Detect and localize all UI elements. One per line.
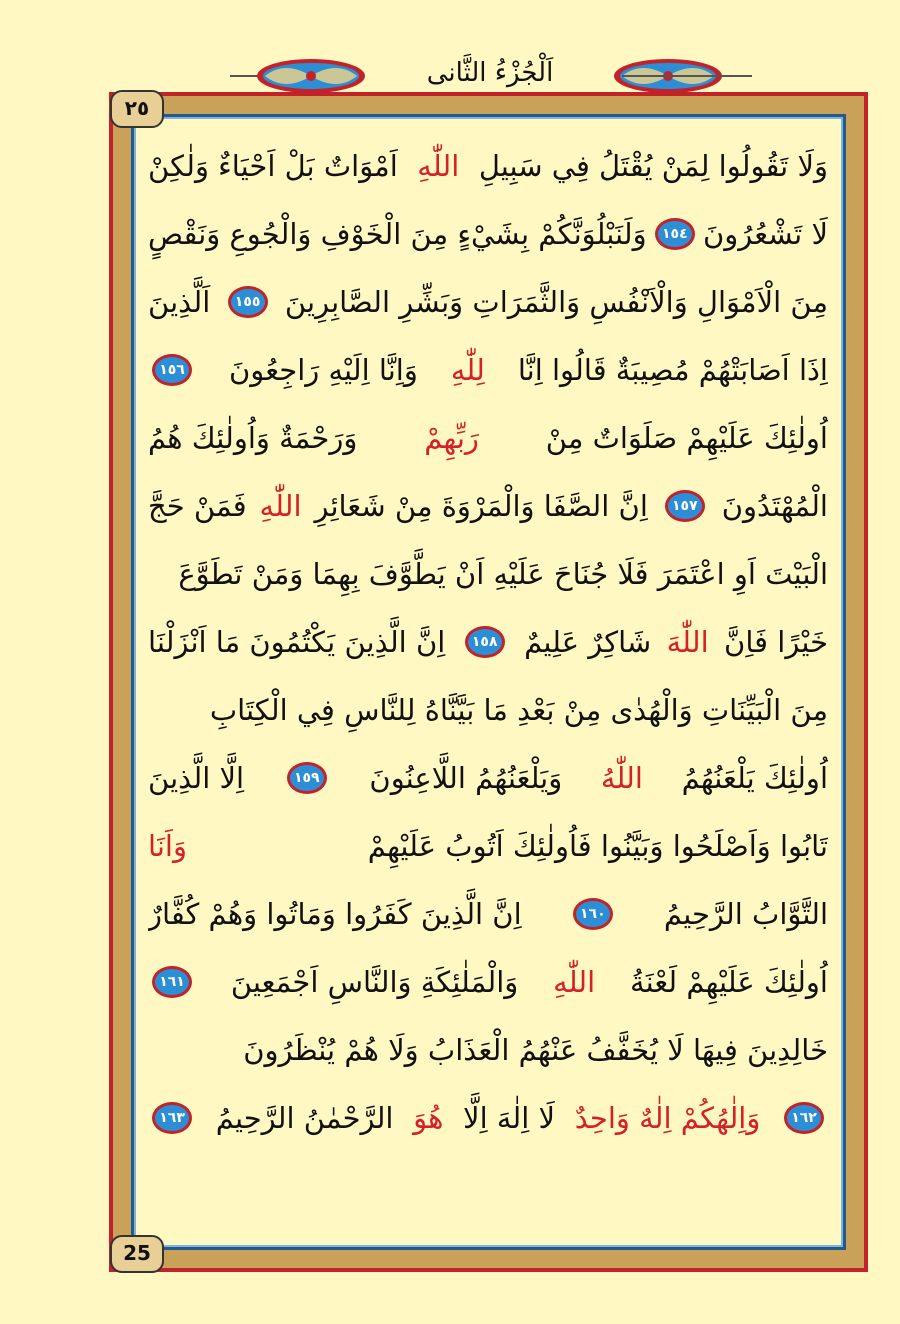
verse-text-segment: اُولٰئِكَ عَلَيْهِمْ صَلَوَاتٌ مِنْ xyxy=(545,421,828,455)
verse-text-segment: لَا تَشْعُرُونَ xyxy=(703,217,828,251)
verse-text-segment: اُولٰئِكَ يَلْعَنُهُمُ xyxy=(681,761,828,795)
verse-line xyxy=(148,404,828,472)
verse-text-segment: اِنَّ الصَّفَا وَالْمَرْوَةَ مِنْ شَعَائِرِ xyxy=(314,489,648,523)
verse-line xyxy=(148,132,828,200)
verse-line xyxy=(148,744,828,812)
header-ornament-left-icon xyxy=(255,56,367,96)
verse-number-marker: ١٥٥ xyxy=(228,286,268,318)
verse-number-marker: ١٦٠ xyxy=(573,898,613,930)
divine-name-text: رَبِّهِمْ xyxy=(424,421,479,455)
verse-number-marker: ١٦٢ xyxy=(784,1102,824,1134)
verse-text-segment: الْبَيْتَ اَوِ اعْتَمَرَ فَلَا جُنَاحَ عَلَيْهِ اَنْ يَطَّوَّفَ بِهِمَا وَمَنْ تَطَوَّعَ xyxy=(178,557,828,591)
verse-text-segment: خَيْرًا فَاِنَّ xyxy=(724,625,828,659)
verse-text-segment: وَيَلْعَنُهُمُ اللَّاعِنُونَ xyxy=(369,761,563,795)
divine-name-text: لِلّٰهِ xyxy=(450,353,485,387)
verse-text-segment: مِنَ الْاَمْوَالِ وَالْاَنْفُسِ وَالثَّمَرَاتِ وَبَشِّرِ الصَّابِرِينَ xyxy=(284,285,828,319)
divine-name-text: اللّٰهِ xyxy=(553,965,596,999)
verse-text-segment: مِنَ الْبَيِّنَاتِ وَالْهُدٰى مِنْ بَعْدِ مَا بَيَّنَّاهُ لِلنَّاسِ فِي الْكِتَابِ xyxy=(209,693,828,727)
juz-title: اَلْجُزْءُ الثَّانى xyxy=(426,58,554,88)
verse-number-marker: ١٥٦ xyxy=(152,354,192,386)
verse-text-block xyxy=(148,132,828,1232)
divine-name-text: اللّٰهَ xyxy=(666,625,709,659)
verse-line xyxy=(148,200,828,268)
verse-line xyxy=(148,1084,828,1152)
verse-text-segment: وَلَنَبْلُوَنَّكُمْ بِشَيْءٍ مِنَ الْخَوْفِ وَالْجُوعِ وَنَقْصٍ xyxy=(148,217,647,251)
verse-text-segment: وَالْمَلٰئِكَةِ وَالنَّاسِ اَجْمَعِينَ xyxy=(230,965,519,999)
verse-number-marker: ١٥٧ xyxy=(665,490,705,522)
header-rule-right xyxy=(622,75,752,77)
verse-number-marker: ١٥٩ xyxy=(287,762,327,794)
divine-name-text: وَاِلٰهُكُمْ اِلٰهٌ وَاحِدٌ xyxy=(574,1101,761,1135)
verse-text-segment: اُولٰئِكَ عَلَيْهِمْ لَعْنَةُ xyxy=(630,965,828,999)
verse-line xyxy=(148,948,828,1016)
verse-number-marker: ١٦١ xyxy=(152,966,192,998)
verse-text-segment: اِذَا اَصَابَتْهُمْ مُصِيبَةٌ قَالُوا اِنَّا xyxy=(517,353,828,387)
verse-text-segment: اَمْوَاتٌ بَلْ اَحْيَاءٌ وَلٰكِنْ xyxy=(148,149,398,183)
verse-line xyxy=(148,676,828,744)
verse-number-marker: ١٦٣ xyxy=(152,1102,192,1134)
verse-text-segment: اِنَّ الَّذِينَ يَكْتُمُونَ مَا اَنْزَلْنَا xyxy=(148,625,446,659)
divine-name-text: هُوَ xyxy=(413,1101,444,1135)
divine-name-text: اللّٰهُ xyxy=(600,761,643,795)
verse-text-segment: الْمُهْتَدُونَ xyxy=(721,489,828,523)
verse-text-segment: الرَّحْمٰنُ الرَّحِيمُ xyxy=(215,1101,394,1135)
verse-text-segment: وَاِنَّا اِلَيْهِ رَاجِعُونَ xyxy=(229,353,418,387)
page-number-top: ٢٥ xyxy=(110,90,164,128)
verse-text-segment: التَّوَّابُ الرَّحِيمُ xyxy=(663,897,828,931)
verse-line xyxy=(148,1016,828,1084)
verse-text-segment: شَاكِرٌ عَلِيمٌ xyxy=(524,625,652,659)
verse-line xyxy=(148,268,828,336)
verse-text-segment: وَرَحْمَةٌ وَاُولٰئِكَ هُمُ xyxy=(148,421,358,455)
verse-text-segment: خَالِدِينَ فِيهَا لَا يُخَفَّفُ عَنْهُمُ الْعَذَابُ وَلَا هُمْ يُنْظَرُونَ xyxy=(243,1033,828,1067)
divine-name-text: اللّٰهِ xyxy=(259,489,302,523)
verse-number-marker: ١٥٨ xyxy=(465,626,505,658)
verse-line xyxy=(148,880,828,948)
divine-name-text: اللّٰهِ xyxy=(417,149,460,183)
verse-text-segment: وَلَا تَقُولُوا لِمَنْ يُقْتَلُ فِي سَبِيلِ xyxy=(478,149,828,183)
verse-line xyxy=(148,812,828,880)
verse-text-segment: اَلَّذِينَ xyxy=(148,285,211,319)
verse-text-segment: اِلَّا الَّذِينَ xyxy=(148,761,245,795)
verse-line xyxy=(148,540,828,608)
verse-line xyxy=(148,336,828,404)
verse-text-segment: فَمَنْ حَجَّ xyxy=(148,489,247,523)
verse-line xyxy=(148,472,828,540)
divine-name-text: وَاَنَا xyxy=(148,829,187,863)
verse-text-segment: اِنَّ الَّذِينَ كَفَرُوا وَمَاتُوا وَهُمْ كُفَّارٌ xyxy=(148,897,522,931)
verse-line xyxy=(148,608,828,676)
verse-number-marker: ١٥٤ xyxy=(655,218,695,250)
verse-text-segment: لَا اِلٰهَ اِلَّا xyxy=(463,1101,556,1135)
verse-text-segment: تَابُوا وَاَصْلَحُوا وَبَيَّنُوا فَاُولٰئِكَ اَتُوبُ عَلَيْهِمْ xyxy=(367,829,828,863)
page-number-bottom: 25 xyxy=(110,1235,164,1273)
